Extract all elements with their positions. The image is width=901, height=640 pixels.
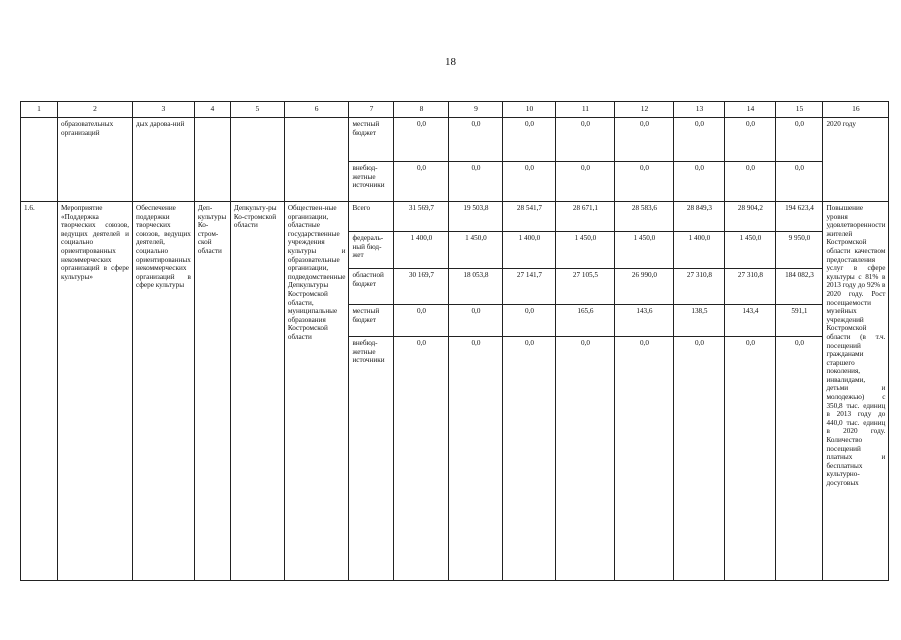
header-cell: 16 [823, 102, 889, 118]
activity-cell: Мероприятие «Поддержка творческих союзов, ведущих деятелей и социально ориентированных некоммерческих организаций в сфере культуры» [58, 202, 133, 581]
item-number-cell: 1.6. [21, 202, 58, 581]
header-cell: 8 [394, 102, 449, 118]
goal-cell: Обеспечение поддержки творческих союзов, ведущих деятелей, социально ориентированных некоммерческих организаций в сфере культуры [133, 202, 195, 581]
value-cell: 0,0 [449, 337, 503, 581]
value-cell: 1 450,0 [449, 232, 503, 269]
header-cell: 7 [349, 102, 394, 118]
value-cell: 27 141,7 [503, 269, 556, 305]
header-cell: 12 [615, 102, 674, 118]
value-cell: 0,0 [449, 162, 503, 202]
value-cell: 18 053,8 [449, 269, 503, 305]
funding-source-cell: местный бюджет [349, 118, 394, 162]
value-cell: 0,0 [449, 118, 503, 162]
value-cell: 0,0 [674, 118, 725, 162]
activity-cell: образовательных организаций [58, 118, 133, 202]
value-cell: 28 541,7 [503, 202, 556, 232]
header-cell: 14 [725, 102, 776, 118]
header-cell: 10 [503, 102, 556, 118]
value-cell: 1 450,0 [556, 232, 615, 269]
column-number-row [21, 102, 889, 118]
value-cell: 0,0 [615, 118, 674, 162]
value-cell: 143,6 [615, 305, 674, 337]
responsible-cell [194, 118, 230, 202]
value-cell: 0,0 [556, 118, 615, 162]
value-cell: 27 310,8 [674, 269, 725, 305]
header-cell: 1 [21, 102, 58, 118]
value-cell: 0,0 [394, 118, 449, 162]
value-cell: 0,0 [449, 305, 503, 337]
item-number-cell [21, 118, 58, 202]
value-cell: 27 310,8 [725, 269, 776, 305]
value-cell: 31 569,7 [394, 202, 449, 232]
value-cell: 138,5 [674, 305, 725, 337]
funding-source-cell: Всего [349, 202, 394, 232]
value-cell: 9 950,0 [776, 232, 823, 269]
value-cell: 30 169,7 [394, 269, 449, 305]
value-cell: 0,0 [503, 118, 556, 162]
value-cell: 0,0 [503, 162, 556, 202]
value-cell: 26 990,0 [615, 269, 674, 305]
value-cell: 0,0 [556, 162, 615, 202]
value-cell: 194 623,4 [776, 202, 823, 232]
header-cell: 5 [230, 102, 284, 118]
table-row [21, 202, 889, 232]
result-cell: Повышение уровня удовлетворенности жителей Костромской области качеством предоставления услуг в сфере культуры с 81% в 2013 году до 92% в 2020 году. Рост посещаемости музейных учреждений Костромской области (в т.ч. посещений гражданами старшего поколения, инвалидами, детьми и молодежью) с 350,8 тыс. единиц в 2013 году до 440,0 тыс. единиц в 2020 году. Количество посещений платных и бесплатных культурно-досуговых [823, 202, 889, 581]
value-cell: 0,0 [615, 337, 674, 581]
header-cell: 9 [449, 102, 503, 118]
value-cell: 28 583,6 [615, 202, 674, 232]
result-cell: 2020 году [823, 118, 889, 202]
header-cell: 11 [556, 102, 615, 118]
value-cell: 1 450,0 [725, 232, 776, 269]
value-cell: 1 400,0 [674, 232, 725, 269]
value-cell: 0,0 [725, 162, 776, 202]
value-cell: 1 400,0 [394, 232, 449, 269]
value-cell: 1 400,0 [503, 232, 556, 269]
value-cell: 0,0 [394, 305, 449, 337]
value-cell: 0,0 [394, 162, 449, 202]
value-cell: 0,0 [394, 337, 449, 581]
value-cell: 0,0 [725, 337, 776, 581]
header-cell: 4 [194, 102, 230, 118]
value-cell: 0,0 [776, 337, 823, 581]
funding-source-cell: внебюд-жетные источники [349, 162, 394, 202]
value-cell: 591,1 [776, 305, 823, 337]
value-cell: 0,0 [674, 162, 725, 202]
header-cell: 6 [284, 102, 349, 118]
value-cell: 0,0 [556, 337, 615, 581]
goal-cell: дых дарова-ний [133, 118, 195, 202]
header-cell: 2 [58, 102, 133, 118]
header-cell: 3 [133, 102, 195, 118]
value-cell: 0,0 [674, 337, 725, 581]
value-cell: 0,0 [725, 118, 776, 162]
participants-cell [284, 118, 349, 202]
funding-source-cell: местный бюджет [349, 305, 394, 337]
funding-source-cell: областной бюджет [349, 269, 394, 305]
value-cell: 1 450,0 [615, 232, 674, 269]
value-cell: 28 849,3 [674, 202, 725, 232]
coexecutor-cell: Депкульту-ры Ко-стромской области [230, 202, 284, 581]
funding-source-cell: федераль-ный бюд-жет [349, 232, 394, 269]
value-cell: 184 082,3 [776, 269, 823, 305]
value-cell: 28 671,1 [556, 202, 615, 232]
value-cell: 0,0 [615, 162, 674, 202]
responsible-cell: Деп-культуры Ко-стром-ской области [194, 202, 230, 581]
value-cell: 143,4 [725, 305, 776, 337]
value-cell: 0,0 [776, 162, 823, 202]
value-cell: 28 904,2 [725, 202, 776, 232]
header-cell: 13 [674, 102, 725, 118]
value-cell: 0,0 [503, 337, 556, 581]
table-row [21, 118, 889, 162]
participants-cell: Обществен-ные организации, областные государственные учреждения культуры и образовательные организации, подведомственные Депкультуры Костромской области, муниципальные образования Костромской области [284, 202, 349, 581]
value-cell: 27 105,5 [556, 269, 615, 305]
value-cell: 19 503,8 [449, 202, 503, 232]
coexecutor-cell [230, 118, 284, 202]
value-cell: 165,6 [556, 305, 615, 337]
header-cell: 15 [776, 102, 823, 118]
page-number: 18 [445, 56, 456, 68]
value-cell: 0,0 [503, 305, 556, 337]
program-table [20, 101, 889, 581]
value-cell: 0,0 [776, 118, 823, 162]
funding-source-cell: внебюд-жетные источники [349, 337, 394, 581]
